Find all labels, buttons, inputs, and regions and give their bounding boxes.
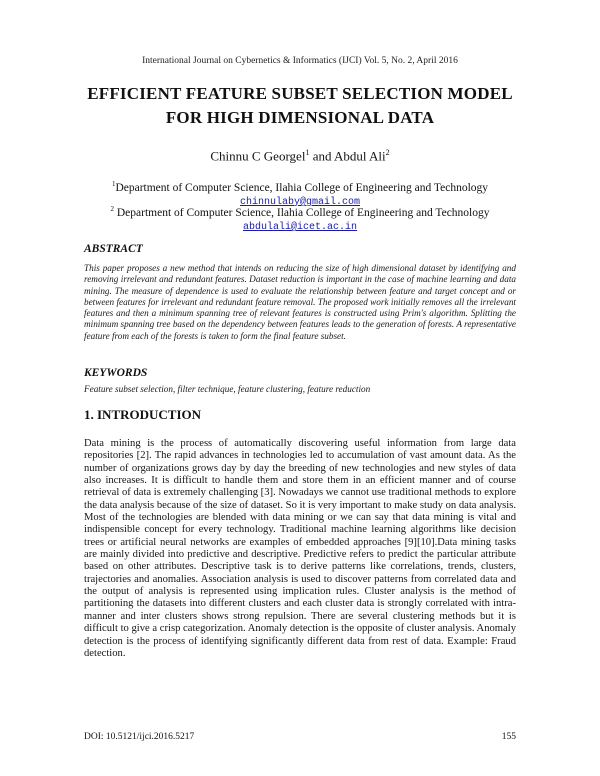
affiliation-1-email[interactable]: chinnulaby@gmail.com	[239, 196, 361, 208]
authors-connector: and	[309, 148, 334, 164]
journal-header: International Journal on Cybernetics & Informatics (IJCI) Vol. 5, No. 2, April 2016	[142, 56, 458, 66]
author-1-sup: 1	[305, 148, 310, 157]
introduction-heading: 1. INTRODUCTION	[84, 407, 202, 422]
introduction-text: Data mining is the process of automatically discovering useful information from large data repositories [2]. The rapid advances in technologies led to accumulation of vast amount data. As the number of organizations grows day by day the breeding of new technologies and new styles of data also increases. It is difficult to handle them and store them in an efficient manner and of course retrieval of data is extremely challenging [3]. Nowadays we cannot use traditional methods to explore the data analysis because of the size of dataset. So it is very important to make study on data analysis. Most of the technologies are blended with data mining or we can say that data mining is vital and indispensible concept for every technology. Traditional machine learning algorithms like decision trees or artificial neural networks are examples of embedded approaches [9][10].Data mining tasks are mainly divided into predictive and descriptive. Predictive refers to predict the particular attribute based on other attributes. Descriptive task is to derive patterns like correlations, trends, clusters, trajectories and anomalies. Association analysis is used to discover patterns from correlated data and the output of analysis is represented using implication rules. Cluster analysis is the method of partitioning the datasets into different clusters and each cluster data is strongly correlated with intra-manner and inter clusters shows strong repulsion. There are several clustering methods but it is difficult to give a crisp categorization. Anomaly detection is the opposite of cluster analysis. Anomaly detection is the process of identifying significantly different data from rest of data. Example: Fraud detection.	[84, 438, 516, 659]
abstract-text: This paper proposes a new method that intends on reducing the size of high dimensional dataset by identifying and removing irrelevant and redundant features. Dataset reduction is important in the case of machine learning and data mining. The measure of dependence is used to evaluate the relationship between feature and target concept and or between features for irrelevant and redundant feature removal. The proposed work initially removes all the irrelevant features and then a minimum spanning tree of relevant features is constructed using Prim's algorithm. Splitting the minimum spanning tree based on the dependency between features leads to the generation of forests. A representative feature from each of the forests is taken to form the final feature subset.	[84, 263, 516, 341]
affiliation-2-text: Department of Computer Science, Ilahia College of Engineering and Technology	[114, 206, 490, 219]
affiliation-1-sup: 1	[111, 180, 116, 188]
author-2: Abdul Ali	[334, 148, 386, 164]
affiliation-2-email[interactable]: abdulali@icet.ac.in	[242, 221, 358, 233]
authors	[0, 148, 600, 164]
keywords-text: Feature subset selection, filter technique, feature clustering, feature reduction	[84, 384, 371, 394]
title-line-1: EFFICIENT FEATURE SUBSET SELECTION MODEL	[87, 84, 513, 103]
affiliation-2	[0, 203, 600, 234]
paper-title	[60, 82, 540, 130]
keywords-heading: KEYWORDS	[84, 367, 148, 379]
page-number: 155	[501, 732, 516, 742]
footer-doi: DOI: 10.5121/ijci.2016.5217	[84, 732, 195, 742]
affiliation-2-sup: 2	[110, 205, 114, 213]
affiliation-1-text: Department of Computer Science, Ilahia College of Engineering and Technology	[115, 181, 489, 194]
abstract-heading: ABSTRACT	[84, 243, 143, 255]
author-1: Chinnu C Georgel	[210, 148, 306, 164]
title-line-2: FOR HIGH DIMENSIONAL DATA	[165, 108, 435, 127]
author-2-sup: 2	[385, 148, 390, 157]
